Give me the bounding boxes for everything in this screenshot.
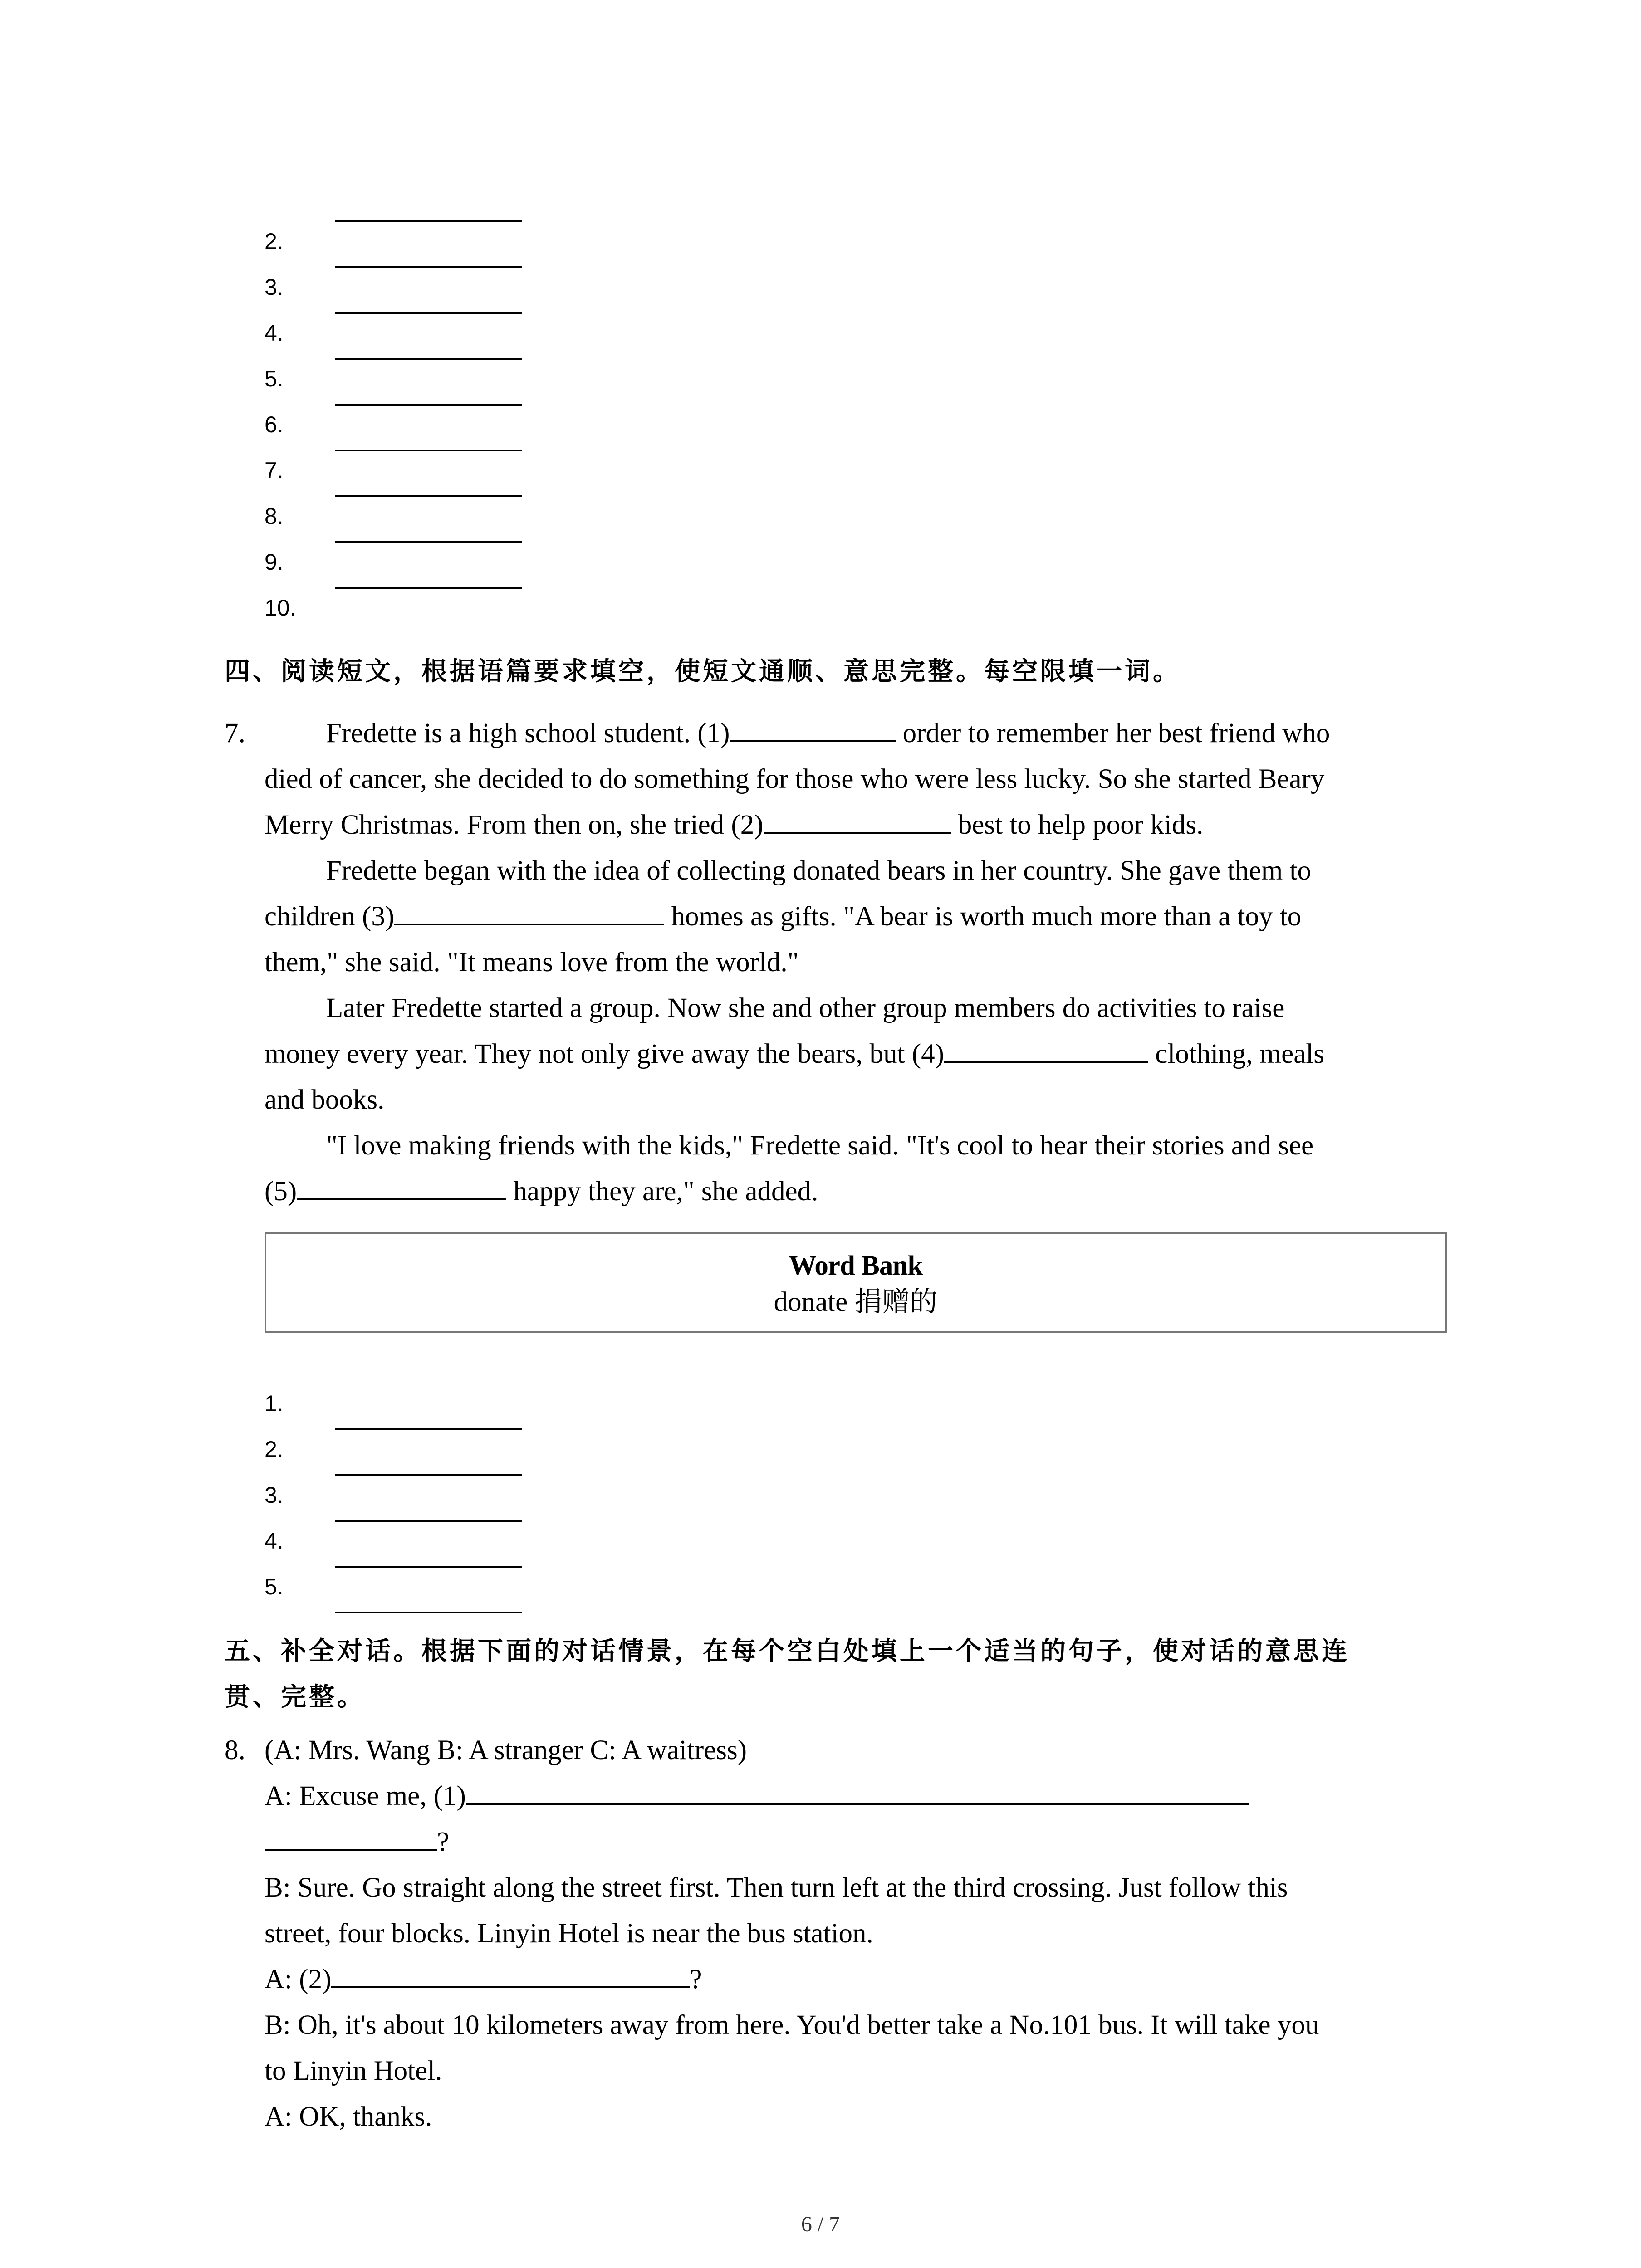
top-answer-list [265,220,582,679]
passage-line: Fredette began with the idea of collecting donated bears in her country. She gave them to [326,855,1311,886]
dialogue-line: B: Oh, it's about 10 kilometers away from here. You'd better take a No.101 bus. It will take you [265,2010,1319,2040]
answer-number: 2. [265,229,284,254]
passage-text: best to help poor kids. [951,810,1204,840]
passage-line: them," she said. "It means love from the world." [265,947,799,978]
passage-text: money every year. They not only give away the bears, but (4) [265,1039,944,1069]
blank-1[interactable] [730,713,896,742]
answer-blank[interactable] [335,404,522,406]
question-7-answer-list [265,1391,582,1657]
answer-number: 9. [265,549,284,575]
answer-blank[interactable] [335,1474,522,1476]
page-number: 6 / 7 [801,2212,840,2236]
passage-line [265,1031,1453,1077]
passage-text: homes as gifts. "A bear is worth much more than a toy to [664,901,1302,932]
passage-text: children (3) [265,901,395,932]
dialogue-blank-1[interactable] [466,1775,1249,1805]
dialogue-text: A: (2) [265,1964,332,1994]
answer-blank[interactable] [335,312,522,314]
answer-blank[interactable] [335,220,522,222]
answer-blank[interactable] [335,358,522,360]
dialogue-line: street, four blocks. Linyin Hotel is near the bus station. [265,1918,873,1949]
answer-row [265,458,582,541]
blank-3[interactable] [394,896,664,925]
answer-number: 5. [265,366,284,391]
dialogue-text: ? [437,1827,450,1857]
dialogue-line [265,1819,1453,1865]
passage-text: Fredette is a high school student. (1) [326,718,730,748]
passage-line [265,1168,1453,1214]
word-bank-item: donate 捐赠的 [774,1287,938,1317]
answer-row [265,366,582,450]
section-5-heading-line: 贯、完整。 [225,1682,365,1712]
answer-blank[interactable] [335,1612,522,1613]
answer-row [265,229,582,312]
answer-row [265,1528,582,1612]
passage-line: Later Fredette started a group. Now she and other group members do activities to raise [326,993,1285,1023]
dialogue-line: B: Sure. Go straight along the street first. Then turn left at the third crossing. Just follow this [265,1872,1288,1903]
passage-text: happy they are," she added. [506,1176,818,1207]
answer-number: 3. [265,1482,284,1508]
question-7-passage [265,710,1453,1214]
answer-row [265,412,582,495]
answer-number: 7. [265,458,284,483]
answer-number: 10. [265,595,296,621]
answer-blank[interactable] [335,266,522,268]
answer-number: 6. [265,412,284,437]
answer-number: 2. [265,1437,284,1462]
answer-number: 8. [265,503,284,529]
answer-row [265,1482,582,1566]
section-5-heading-line: 五、补全对话。根据下面的对话情景，在每个空白处填上一个适当的句子，使对话的意思连 [225,1637,1350,1666]
dialogue-text: ? [690,1964,702,1994]
passage-line: and books. [265,1085,385,1115]
answer-blank[interactable] [335,450,522,451]
answer-blank[interactable] [335,495,522,497]
answer-blank[interactable] [335,1566,522,1568]
answer-row [265,1437,582,1520]
dialogue-line: A: OK, thanks. [265,2102,432,2132]
answer-row [265,274,582,358]
answer-blank[interactable] [335,1428,522,1430]
dialogue-blank-2[interactable] [331,1959,690,1988]
section-4-heading: 四、阅读短文，根据语篇要求填空，使短文通顺、意思完整。每空限填一词。 [225,657,1181,686]
answer-number: 1. [265,1391,284,1416]
answer-row [265,503,582,587]
answer-number: 4. [265,1528,284,1554]
answer-row [265,549,582,633]
question-8-number: 8. [225,1735,245,1765]
answer-blank[interactable] [335,587,522,589]
blank-2[interactable] [764,804,951,834]
dialogue-line [265,1773,1453,1819]
question-7-number: 7. [225,718,245,748]
answer-row [265,320,582,404]
passage-line: "I love making friends with the kids," Fredette said. "It's cool to hear their stories and see [326,1130,1314,1161]
dialogue-line [265,1956,1453,2002]
passage-line [265,802,1453,848]
answer-blank[interactable] [335,541,522,543]
passage-line: died of cancer, she decided to do something for those who were less lucky. So she started Beary [265,764,1325,794]
dialogue-line: (A: Mrs. Wang B: A stranger C: A waitress) [265,1735,747,1765]
answer-number: 4. [265,320,284,346]
question-8-dialogue [265,1727,1453,2140]
section-5-heading [225,1628,1450,1720]
word-bank-title: Word Bank [789,1251,923,1281]
blank-5[interactable] [297,1171,506,1200]
passage-text: (5) [265,1176,297,1207]
answer-blank[interactable] [335,1520,522,1522]
answer-number: 3. [265,274,284,300]
passage-line [265,894,1453,939]
answer-number: 5. [265,1574,284,1599]
passage-text: Merry Christmas. From then on, she tried (2) [265,810,764,840]
dialogue-line: to Linyin Hotel. [265,2056,442,2086]
passage-text: order to remember her best friend who [896,718,1330,748]
answer-row [265,220,582,266]
dialogue-blank-1-continued[interactable] [265,1821,437,1851]
answer-row [265,1391,582,1474]
passage-text: clothing, meals [1148,1039,1324,1069]
dialogue-text: A: Excuse me, (1) [265,1781,466,1811]
blank-4[interactable] [944,1033,1148,1063]
word-bank-box [265,1232,1447,1333]
passage-line [265,710,1453,756]
